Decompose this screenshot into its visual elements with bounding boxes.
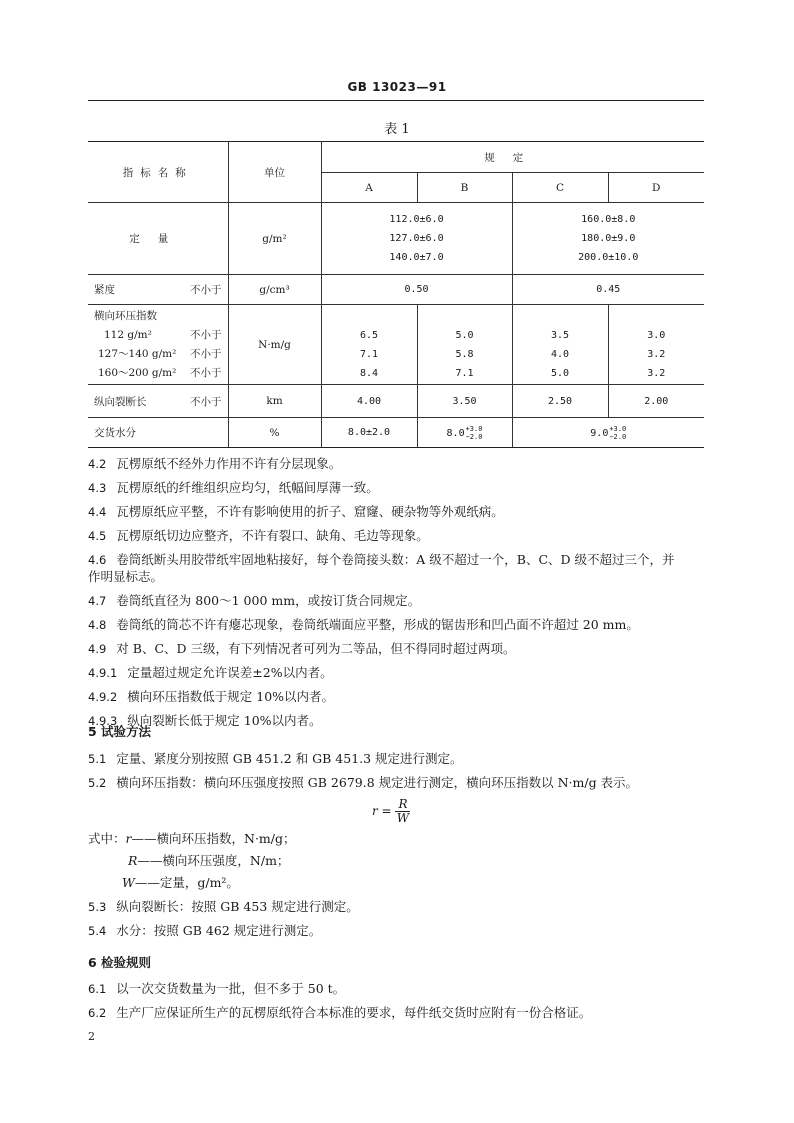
clause-6-1: 6.1 以一次交货数量为一批，但不多于 50 t。 [88,981,346,996]
tightness-label-cell [88,275,228,305]
grade-a: A [321,173,417,203]
table-caption: 表 1 [384,122,410,137]
ring-crush-d: 3.0 3.2 3.2 [608,305,704,385]
tightness-qualifier: 不小于 [190,284,222,296]
clause-4-6-cont: 作明显标志。 [88,569,164,584]
clause-4-6: 4.6 卷筒纸断头用胶带纸牢固地粘接好，每个卷筒接头数：A 级不超过一个，B、C、D 级不超过三个，并 [88,552,675,567]
moisture-a: 8.0±2.0 [321,418,417,448]
clause-4-3: 4.3 瓦楞原纸的纤维组织应均匀，纸幅间厚薄一致。 [88,480,379,495]
ring-crush-sub-3: 160～200 g/m² [98,366,177,379]
clause-4-2: 4.2 瓦楞原纸不经外力作用不许有分层现象。 [88,456,342,471]
clause-5-4: 5.4 水分：按照 GB 462 规定进行测定。 [88,923,322,938]
breaking-length-c: 2.50 [512,385,608,418]
row-moisture [88,418,704,448]
tightness-unit: g/cm³ [228,275,321,305]
grade-d: D [608,173,704,203]
clause-4-7: 4.7 卷筒纸直径为 800～1 000 mm，或按订货合同规定。 [88,593,421,608]
formula-lhs: r = [372,804,392,818]
grade-c: C [512,173,608,203]
basis-weight-cd: 160.0±8.0 180.0±9.0 200.0±10.0 [512,203,704,275]
breaking-length-qualifier: 不小于 [190,395,222,408]
clause-6-2: 6.2 生产厂应保证所生产的瓦楞原纸符合本标准的要求，每件纸交货时应附有一份合格证。 [88,1005,592,1020]
clause-4-9-1: 4.9.1 定量超过规定允许误差±2%以内者。 [88,665,333,680]
tightness-cd: 0.45 [512,275,704,305]
ring-crush-b: 5.0 5.8 7.1 [417,305,512,385]
clause-4-9-3: 4.9.3 纵向裂断长低于规定 10%以内者。 [88,713,322,728]
grade-b: B [417,173,512,203]
breaking-length-b: 3.50 [417,385,512,418]
clause-4-4: 4.4 瓦楞原纸应平整，不许有影响使用的折子、窟窿、硬杂物等外观纸病。 [88,504,504,519]
tightness-label: 紧度 [94,284,115,296]
ring-crush-sub-2: 127～140 g/m² [98,347,177,360]
clause-4-9-2: 4.9.2 横向环压指数低于规定 10%以内者。 [88,689,335,704]
header-unit: 单位 [228,142,321,203]
section-5-heading: 5 试验方法 [88,724,152,739]
tightness-ab: 0.50 [321,275,512,305]
clause-5-2: 5.2 横向环压指数：横向环压强度按照 GB 2679.8 规定进行测定，横向环压指数以 N·m/g 表示。 [88,775,639,790]
clause-4-5: 4.5 瓦楞原纸切边应整齐，不许有裂口、缺角、毛边等现象。 [88,528,429,543]
page-number: 2 [88,1030,95,1043]
formula-fraction: $\frac{R}{W}$ [396,797,410,825]
clause-4-9: 4.9 对 B、C、D 三级，有下列情况者可列为二等品，但不得同时超过两项。 [88,641,516,656]
header-indicator-name: 指标名称 [88,142,228,203]
basis-weight-ab: 112.0±6.0 127.0±6.0 140.0±7.0 [321,203,512,275]
ring-crush-sub-1: 112 g/m² [104,328,152,341]
ring-crush-a: 6.5 7.1 8.4 [321,305,417,385]
header-specification: 规定 [321,142,704,173]
formula [372,798,452,825]
standard-number-header: GB 13023—91 [347,80,447,94]
where-W: W——定量，g/m²。 [122,875,239,890]
clause-5-1: 5.1 定量、紧度分别按照 GB 451.2 和 GB 451.3 规定进行测定。 [88,751,463,766]
breaking-length-label: 纵向裂断长 [94,395,147,408]
row-breaking-length [88,385,704,418]
basis-weight-unit: g/m² [228,203,321,275]
clause-4-8: 4.8 卷筒纸的筒芯不许有瘪芯现象，卷筒纸端面应平整，形成的锯齿形和凹凸面不许超过 20 mm。 [88,617,639,632]
moisture-b: 8.0 +3.0 −2.0 [417,418,512,448]
basis-weight-label: 定量 [88,203,228,275]
spec-table [88,141,704,448]
row-basis-weight [88,203,704,275]
breaking-length-label-cell [88,385,228,418]
moisture-label: 交货水分 [88,418,228,448]
moisture-unit: % [228,418,321,448]
ring-crush-label-cell: 横向环压指数 112 g/m² 不小于 127～140 g/m² 不小于 160～200 g/m² 不小于 [88,305,228,385]
section-6-heading: 6 检验规则 [88,955,152,970]
breaking-length-a: 4.00 [321,385,417,418]
breaking-length-unit: km [228,385,321,418]
ring-crush-c: 3.5 4.0 5.0 [512,305,608,385]
clause-5-3: 5.3 纵向裂断长：按照 GB 453 规定进行测定。 [88,899,359,914]
where-R: R——横向环压强度，N/m； [128,853,290,868]
row-tightness [88,275,704,305]
row-ring-crush [88,305,704,385]
breaking-length-d: 2.00 [608,385,704,418]
moisture-cd: 9.0 +3.0 −2.0 [512,418,704,448]
ring-crush-unit: N·m/g [228,305,321,385]
ring-crush-label: 横向环压指数 [94,309,157,322]
where-r: 式中：r——横向环压指数，N·m/g； [88,831,296,846]
header-rule [88,100,704,101]
